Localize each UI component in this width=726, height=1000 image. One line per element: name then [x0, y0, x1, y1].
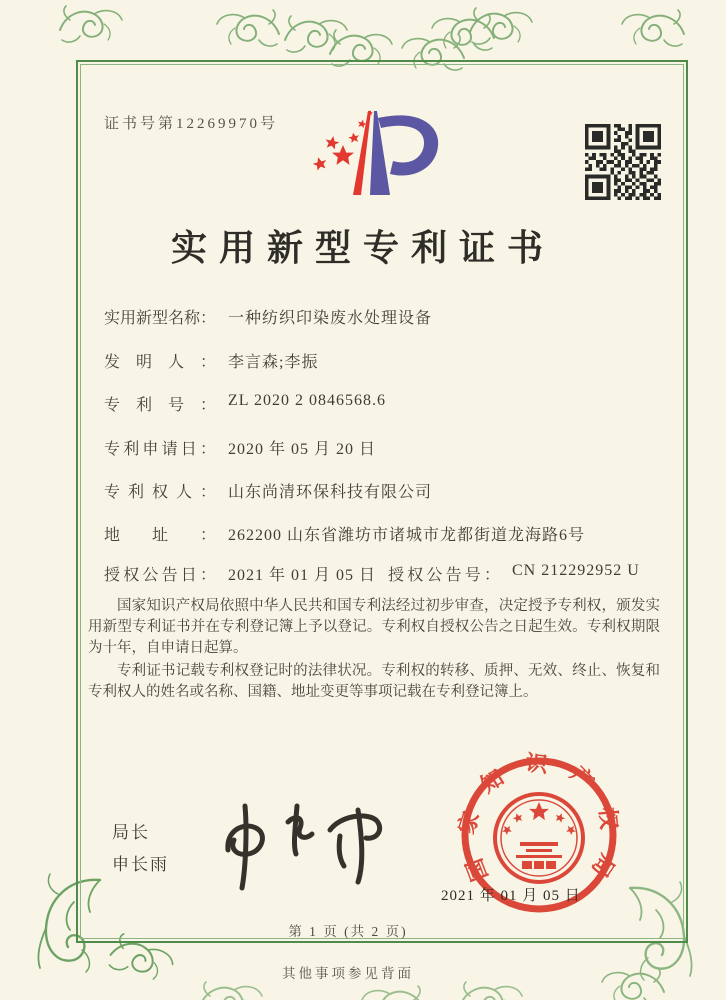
field-patent-number — [104, 392, 386, 415]
seal-national-emblem — [495, 794, 583, 882]
legal-paragraph-1: 国家知识产权局依照中华人民共和国专利法经过初步审查，决定授予专利权，颁发实用新型专利证书并在专利登记簿上予以登记。专利权自授权公告之日起生效。专利权期限为十年，自申请日起算。 — [88, 598, 660, 656]
field-invention-name — [104, 305, 432, 328]
commissioner-title: 局长 — [112, 823, 150, 842]
field-publication-number — [388, 562, 640, 585]
seal-date: 2021 年 01 月 05 日 — [441, 888, 581, 904]
seal-ring-text: 国家知识产权局 — [453, 750, 624, 900]
field-patentee — [104, 479, 432, 502]
back-note: 其他事项参见背面 — [282, 966, 414, 981]
field-value: ZL 2020 2 0846568.6 — [228, 392, 386, 409]
legal-paragraph-2: 专利证书记载专利权登记时的法律状况。专利权的转移、质押、无效、终止、恢复和专利权人的姓名或名称、国籍、地址变更等事项记载在专利登记簿上。 — [88, 663, 660, 700]
field-label: 专利权人： — [104, 484, 216, 501]
field-value: 一种纺织印染废水处理设备 — [228, 310, 433, 327]
field-label: 地址： — [104, 527, 216, 544]
field-value: 2021 年 01 月 05 日 — [228, 567, 377, 584]
field-value: 李言森;李振 — [228, 354, 319, 371]
page-indicator: 第 1 页 (共 2 页) — [288, 924, 408, 939]
field-value: 山东尚清环保科技有限公司 — [228, 484, 433, 501]
field-filing-date — [104, 436, 376, 459]
certificate-number: 证书号第12269970号 — [104, 116, 279, 132]
field-label: 专利号： — [104, 397, 216, 414]
director-handwritten-signature — [200, 788, 400, 898]
field-label: 发明人： — [104, 354, 216, 371]
field-label: 专利申请日： — [104, 441, 216, 458]
field-value: 262200 山东省潍坊市诸城市龙都街道龙海路6号 — [228, 527, 586, 544]
certificate-title: 实用新型专利证书 — [170, 228, 555, 268]
legal-text — [88, 596, 660, 705]
qr-code — [585, 124, 661, 200]
commissioner-name: 申长雨 — [112, 855, 169, 874]
field-inventors — [104, 349, 318, 372]
logo-blue-bowl — [378, 115, 438, 175]
cnipa-logo — [298, 98, 448, 208]
field-value: 2020 年 05 月 20 日 — [228, 441, 377, 458]
svg-text:国家知识产权局 — [453, 750, 623, 899]
field-value: CN 212292952 U — [512, 562, 640, 579]
field-label: 授权公告号： — [388, 567, 500, 584]
field-address — [104, 522, 585, 545]
field-label: 授权公告日： — [104, 567, 216, 584]
field-label: 实用新型名称： — [104, 310, 217, 327]
field-grant-date — [104, 562, 376, 585]
